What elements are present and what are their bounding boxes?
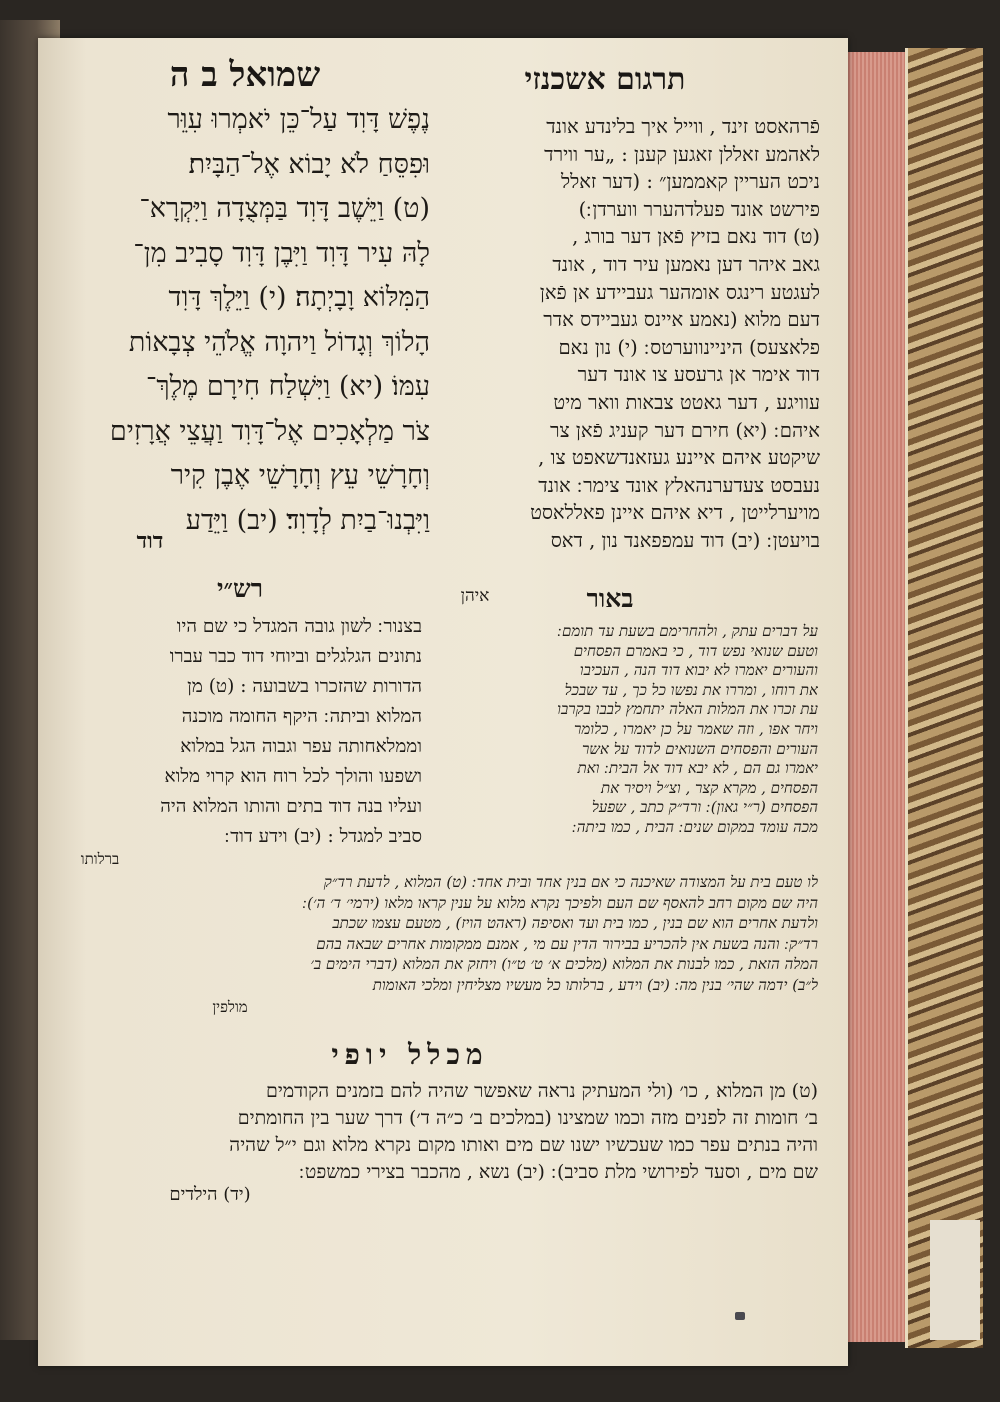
mikhlal-catchword: (יד) הילדים: [169, 1184, 251, 1205]
bottom-line: ל״ב) ידמה שהי׳ בנין מה ׃ (יב) וידע , ברלותו כל מעשיו מצליחין ומלכי האומות: [372, 975, 818, 994]
beur-line: את רוחו , ומררו את נפשו כל כך , עד שבכל: [564, 680, 818, 699]
hebrew-line: נֶפֶשׁ דָּוִד עַל־כֵּן יֹאמְרוּ עִוֵּר: [167, 104, 430, 135]
cover-corner: [930, 1220, 980, 1340]
yiddish-line: (ט) דוד נאם בזיץ פֿאן דער בורג ,: [572, 225, 820, 249]
yiddish-line: דוד אימר אן גרעסע צו אונד דער: [577, 363, 820, 387]
hebrew-line: הָלוֹךְ וְגָדוֹל וַיהוָה אֱלֹהֵי צְבָאוֹת: [128, 326, 430, 358]
bottom-line: המלה הזאת , כמו לבנות את המלוא (מלכים א׳ ט׳ ט״ו) ויחזק את המלוא (דברי הימים ב׳: [310, 955, 818, 973]
yiddish-line: גאב איהר דען נאמען עיר דוד , אונד: [552, 252, 820, 276]
ink-mark: [735, 1312, 745, 1320]
header-right-title: תרגום אשכנזי: [524, 62, 686, 97]
hebrew-line: הַמִּלּוֹא וָבָיְתָה׃ (י) וַיֵּלֶךְ דָּוִד: [168, 282, 430, 313]
rashi-line: בצנור ׃ לשון גובה המגדל כי שם היו: [176, 616, 422, 637]
beur-line: יאמרו גם הם , לא יבא דוד אל הבית ׃ ואת: [577, 759, 818, 778]
yiddish-line: עוויגע , דער גאטט צבאות וואר מיט: [553, 390, 820, 414]
bottom-line: רד״ק ׃ והנה בשעת אין להכריע בבירור הדין עם מי , אמנם ממקומות אחרים שבאה בהם: [316, 934, 818, 953]
yiddish-line: בויעטן ׃ (יב) דוד עמפפאנד נון , דאס: [550, 528, 820, 552]
mikhlal-line: והיה בנתים עפר כמו שעכשיו ישנו שם מים ואותו מקום נקרא מלוא וגם י״ל שהיה: [229, 1134, 818, 1156]
beur-line: והעורים יאמרו לא יבוא דוד הנה , העכיבו: [579, 661, 818, 680]
rashi-line: ושפעו והולך לכל רוח הוא קרוי מלוא: [164, 766, 422, 787]
rashi-line: נתונים הגלגלים וביוחי דוד כבר עברו: [169, 646, 422, 667]
beur-heading: באור: [586, 584, 634, 613]
bottom-catchword: מולפין: [212, 998, 248, 1016]
rashi-line: וממלאחותה עפר וגבוה הגל במלוא: [180, 736, 422, 757]
yiddish-catchword: איהן: [460, 586, 490, 606]
beur-line: וטעם שנואי נפש דוד , כי באמרם הפסחים: [573, 641, 818, 660]
bottom-line: ולדעת אחרים הוא שם בנין , כמו בית ועד ואסיפה (ראהט הויז) , מטעם עצמו שכתב: [332, 914, 818, 932]
beur-line: עת זכרו את המלות האלה יתחמץ לבבו בקרבו: [557, 700, 818, 719]
hebrew-line: עִמּוֹ׃ (יא) וַיִּשְׁלַח חִירָם מֶלֶךְ־: [146, 371, 430, 402]
yiddish-line: פֿרהאסט זינד , ווייל איך בלינדע אונד: [546, 115, 820, 138]
yiddish-line: דעם מלוא (נאמע איינס געביידס אדר: [543, 308, 820, 332]
hebrew-line: לָהּ עִיר דָּוִד וַיִּבֶן דָּוִד סָבִיב מִן־: [133, 237, 430, 269]
yiddish-line: לאהמע זאללן זאגען קענן : „ער ווירד: [544, 142, 820, 166]
hebrew-line: (ט) וַיֵּשֶׁב דָּוִד בַּמְּצֻדָה וַיִּקְרָא־: [139, 193, 430, 224]
rashi-line: סביב למגדל : (יב) וידע דוד ׃: [224, 826, 422, 847]
rashi-heading: רש״י: [216, 574, 264, 603]
hebrew-line: וְחָרָשֵׁי עֵץ וְחָרָשֵׁי אֶבֶן קִיר: [170, 460, 430, 491]
yiddish-line: שיקטע איהם איינע געזאנדשאפט צו ,: [538, 446, 820, 470]
hebrew-line: וּפִסֵּחַ לֹא יָבוֹא אֶל־הַבָּיִת׃: [188, 148, 430, 180]
mikhlal-yofi-heading: מכלל יופי: [331, 1038, 489, 1071]
rashi-catchword: ברלותו: [80, 850, 120, 868]
yiddish-line: לעגטע רינגס אומהער געביידע אן פֿאן: [539, 280, 820, 304]
beur-line: הפסחים (ר״י גאון) ׃ ורד״ק כתב , שפעל: [591, 798, 818, 817]
mikhlal-line: שם מים , וסעד לפירושי מלת סביב) ׃ (יב) נשא , מהכבר בצירי כמשפט ׃: [298, 1161, 818, 1183]
beur-line: מכה עומד במקום שנים ׃ הבית , כמו ביתה ׃: [571, 817, 818, 836]
rashi-line: המלוא וביתה ׃ היקף החומה מוכנה: [181, 706, 422, 727]
hebrew-text-column: [62, 98, 430, 543]
hebrew-line: וַיִּבְנוּ־בַיִת לְדָוִד׃ (יב) וַיֵּדַע: [185, 504, 430, 536]
beur-line: העורים והפסחים השנואים לדוד על אשר: [581, 739, 818, 758]
beur-commentary: [424, 622, 818, 838]
yiddish-translation-column: [432, 113, 820, 555]
beur-line: הפסחים , מקרא קצר , וצ״ל ויסיר את: [601, 778, 818, 797]
hebrew-catchword: דוד: [136, 528, 164, 554]
beur-line: על דברים עתק , ולהחרימם בשעת עד תומם ׃: [557, 622, 818, 640]
yiddish-line: איהם ׃ (יא) חירם דער קעניג פֿאן צר: [549, 418, 820, 442]
yiddish-line: ניכט העריין קאממען״ : (דער זאלל: [560, 170, 820, 194]
rashi-line: הדורות שהזכרו בשבועה : (ט) מן: [187, 676, 422, 697]
bottom-commentary: [62, 872, 818, 995]
yiddish-line: נעבסט צעדערנהאלץ אונד צימר ׃ אונד: [538, 473, 820, 497]
yiddish-line: מויערלייטן , דיא איהם איינן פאללאסט: [530, 501, 820, 525]
bottom-line: היה שם מקום רחב להאסף שם העם ולפיכך נקרא מלוא על ענין קראו מלאו (ירמי׳ ד׳ ה׳) ׃: [302, 893, 818, 912]
yiddish-line: פלאצעס) היניינווערטס ׃ (י) נון נאם: [558, 335, 820, 359]
hebrew-line: צֹר מַלְאָכִים אֶל־דָּוִד וַעֲצֵי אֲרָזִים: [109, 415, 430, 447]
rashi-line: ועליו בנה דוד בתים והותו המלוא היה: [160, 796, 422, 817]
header-left-title: שמואל ב ה: [169, 55, 321, 95]
rashi-commentary: [62, 612, 422, 852]
beur-line: ויחר אפו , וזה שאמר על כן יאמרו , כלומר: [574, 719, 818, 738]
mikhlal-line: (ט) מן המלוא , כו׳ (ולי המעתיק נראה שאפשר שהיה להם בזמנים הקודמים: [266, 1080, 818, 1102]
bottom-line: לו טעם בית על המצודה שאיכנה כי אם בנין אחד ובית אחד ׃ (ט) המלוא , לדעת רד״ק: [323, 873, 818, 891]
marbled-cover: [905, 48, 983, 1348]
mikhlal-yofi-commentary: [62, 1078, 818, 1186]
mikhlal-line: ב׳ חומות זה לפנים מזה וכמו שמצינו (במלכים ב׳ כ״ה ד׳) דרך שער בין החומתים: [237, 1107, 818, 1129]
yiddish-line: פירשט אונד פעלדהערר ווערדן ׃): [578, 197, 820, 221]
